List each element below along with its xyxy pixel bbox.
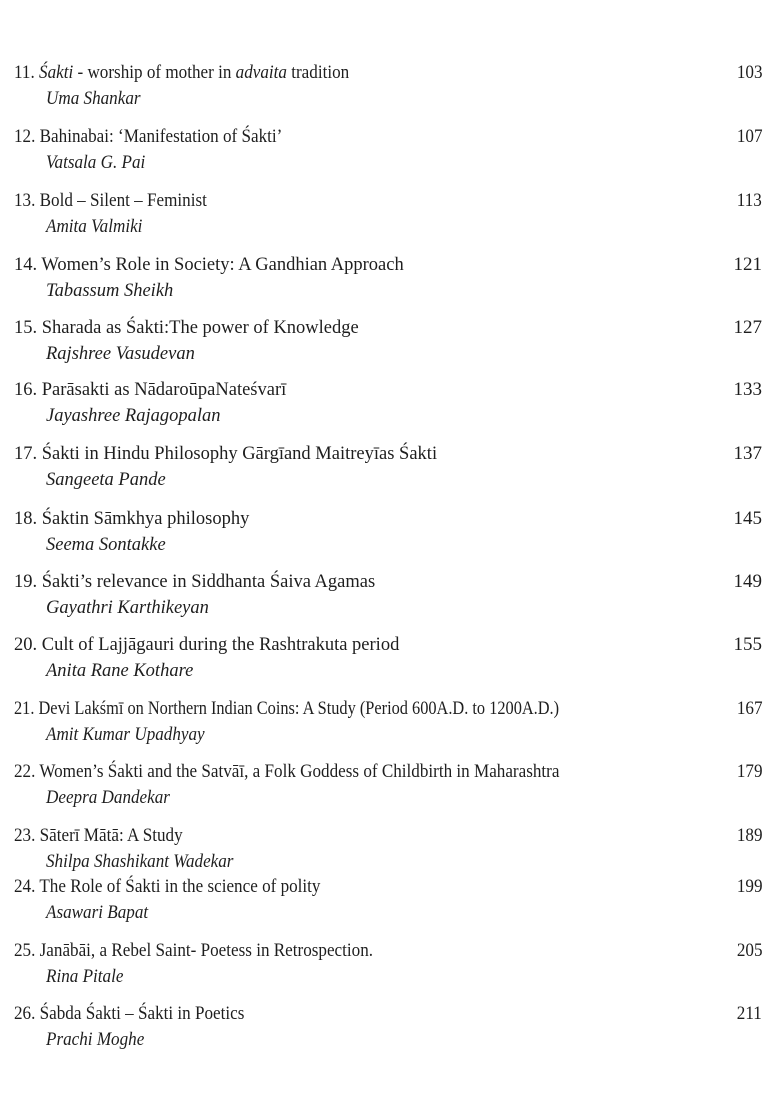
toc-entry (14, 378, 762, 434)
entry-page-number: 127 (733, 317, 762, 338)
entry-number: 26. (14, 1003, 36, 1024)
entry-title-line (14, 253, 404, 277)
entry-title (14, 61, 349, 85)
entry-title-text: - worship of mother in (73, 62, 236, 83)
entry-number: 13. (14, 190, 36, 211)
entry-author: Jayashree Rajagopalan (46, 406, 221, 426)
toc-entry (14, 633, 762, 689)
entry-title-line (14, 1002, 244, 1026)
toc-entry (14, 939, 762, 995)
entry-page-number: 137 (733, 443, 762, 464)
entry-page-number: 189 (736, 825, 762, 846)
toc-entry (14, 1002, 762, 1058)
entry-number: 20. (14, 635, 38, 655)
entry-title-line (14, 633, 399, 657)
entry-page-number: 149 (733, 571, 762, 592)
entry-author: Vatsala G. Pai (46, 152, 146, 173)
entry-author: Anita Rane Kothare (46, 661, 194, 681)
entry-page-number: 145 (733, 508, 762, 529)
entry-page-number: 179 (736, 761, 762, 782)
toc-entry (14, 760, 762, 816)
entry-title-line (14, 939, 373, 963)
entry-title: The Role of Śakti in the science of polity (39, 876, 321, 897)
entry-title-em: advaita (235, 62, 287, 83)
toc-entry (14, 189, 762, 245)
entry-title: Bahinabai: ‘Manifestation of Śakti’ (39, 126, 283, 147)
entry-number: 17. (14, 444, 38, 464)
toc-entry (14, 824, 762, 880)
entry-title-line (14, 125, 282, 149)
entry-title: Parāsakti as NādaroūpaNateśvarī (41, 380, 287, 400)
entry-number: 24. (14, 876, 36, 897)
entry-page-number: 121 (733, 254, 762, 275)
toc-entry (14, 125, 762, 181)
entry-title: Śakti’s relevance in Siddhanta Śaiva Agamas (41, 572, 376, 592)
toc-entry (14, 442, 762, 498)
entry-author: Tabassum Sheikh (46, 281, 174, 301)
entry-number: 18. (14, 509, 38, 529)
entry-page-number: 167 (736, 698, 762, 719)
toc-entry (14, 316, 762, 372)
entry-number: 21. (14, 698, 35, 719)
entry-number: 19. (14, 572, 38, 592)
entry-author: Prachi Moghe (46, 1029, 145, 1050)
entry-author: Seema Sontakke (46, 535, 166, 555)
entry-title: Śakti in Hindu Philosophy Gārgīand Maitreyīas Śakti (41, 444, 438, 464)
entry-title-line (14, 316, 359, 340)
entry-title-line (14, 378, 286, 402)
entry-title: Bold – Silent – Feminist (39, 190, 207, 211)
entry-number: 23. (14, 825, 36, 846)
entry-title-line (14, 189, 207, 213)
entry-page-number: 103 (736, 62, 762, 83)
entry-author: Shilpa Shashikant Wadekar (46, 851, 234, 872)
entry-number: 14. (14, 255, 38, 275)
entry-title: Janābāi, a Rebel Saint- Poetess in Retrospection. (39, 940, 374, 961)
entry-title-em: Śakti (39, 62, 74, 83)
entry-author: Deepra Dandekar (46, 787, 170, 808)
entry-title-line (14, 507, 249, 531)
entry-title-line (14, 442, 437, 466)
entry-title: Sharada as Śakti:The power of Knowledge (41, 318, 359, 338)
entry-number: 15. (14, 318, 38, 338)
entry-title: Cult of Lajjāgauri during the Rashtrakuta period (41, 635, 400, 655)
entry-page-number: 211 (736, 1003, 762, 1024)
toc-entry (14, 697, 762, 753)
entry-title: Sāterī Mātā: A Study (39, 825, 183, 846)
entry-author: Amit Kumar Upadhyay (46, 724, 205, 745)
entry-number: 25. (14, 940, 36, 961)
entry-number: 16. (14, 380, 38, 400)
entry-author: Sangeeta Pande (46, 470, 166, 490)
toc-entry (14, 507, 762, 563)
entry-author: Uma Shankar (46, 88, 141, 109)
entry-number: 22. (14, 761, 36, 782)
entry-number: 12. (14, 126, 36, 147)
toc-entry (14, 875, 762, 931)
toc-entry (14, 570, 762, 626)
entry-page-number: 199 (736, 876, 762, 897)
entry-page-number: 155 (733, 634, 762, 655)
entry-author: Rina Pitale (46, 966, 124, 987)
entry-title-line (14, 697, 559, 721)
entry-title-line (14, 875, 320, 899)
entry-title: Women’s Role in Society: A Gandhian Approach (41, 255, 404, 275)
toc-entry (14, 253, 762, 309)
entry-title-text: tradition (286, 62, 350, 83)
entry-number: 11. (14, 62, 35, 83)
entry-author: Asawari Bapat (46, 902, 149, 923)
entry-title: Women’s Śakti and the Satvāī, a Folk Goddess of Childbirth in Maharashtra (39, 761, 560, 782)
entry-author: Amita Valmiki (46, 216, 143, 237)
entry-title: Śaktin Sāmkhya philosophy (41, 509, 250, 529)
toc-entry (14, 61, 762, 117)
entry-page-number: 133 (733, 379, 762, 400)
entry-page-number: 113 (736, 190, 762, 211)
entry-page-number: 205 (736, 940, 762, 961)
entry-author: Rajshree Vasudevan (46, 344, 195, 364)
entry-title: Devi Lakśmī on Northern Indian Coins: A Study (Period 600A.D. to 1200A.D.) (38, 698, 560, 719)
entry-title: Śabda Śakti – Śakti in Poetics (39, 1003, 245, 1024)
entry-title-line (14, 760, 559, 784)
entry-author: Gayathri Karthikeyan (46, 598, 209, 618)
entry-page-number: 107 (736, 126, 762, 147)
entry-title-line (14, 570, 375, 594)
entry-title-line (14, 824, 183, 848)
